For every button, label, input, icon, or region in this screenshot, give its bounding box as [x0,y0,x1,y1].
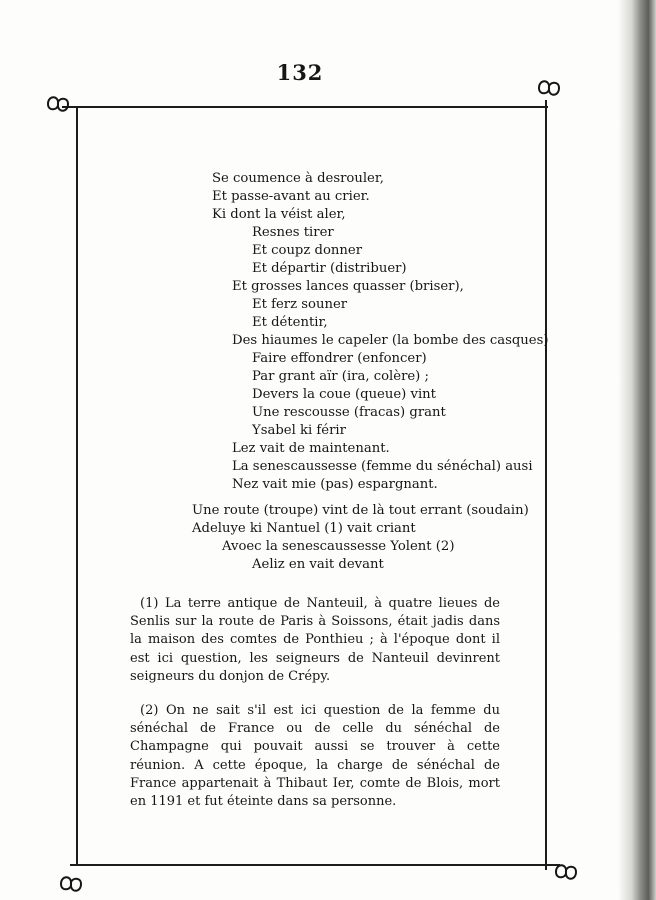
corner-ornament-bottom-left-icon [58,872,84,896]
stanza-gap [192,494,549,502]
poem-line: Et coupz donner [252,243,362,258]
poem-line: Devers la coue (queue) vint [252,387,436,402]
poem-line: Et détentir, [252,315,328,330]
footnote-2: (2) On ne sait s'il est ici question de la femme du sénéchal de France ou de celle du sénéchal de Champagne qui pouvait aussi se trouver à cette réunion. A cette époque, la charge de sénéchal de France appartenait à Thibaut Ier, comte de Blois, mort en 1191 et fut éteinte dans sa personne. [130,703,500,810]
poem-line: Ki dont la véist aler, [212,207,346,222]
corner-ornament-top-right-icon [536,76,562,100]
page-number: 132 [276,60,324,85]
poem-line: Se coumence à desrouler, [212,171,384,186]
poem-line: Une rescousse (fracas) grant [252,405,446,420]
corner-ornament-top-left-icon [45,92,71,116]
poem-line: Et passe-avant au crier. [212,189,370,204]
poem-line: Adeluye ki Nantuel (1) vait criant [192,521,416,536]
frame-bottom-line [70,864,560,866]
poem-line: Une route (troupe) vint de là tout errant (soudain) [192,503,529,518]
poem-line: Avoec la senescaussesse Yolent (2) [222,539,455,554]
poem-line: Et ferz souner [252,297,348,312]
frame-left-line [76,106,78,864]
poem-line: Ysabel ki férir [252,423,346,438]
poem-line: Faire effondrer (enfoncer) [252,351,427,366]
footnote-1: (1) La terre antique de Nanteuil, à quatre lieues de Senlis sur la route de Paris à Soissons, était jadis dans la maison des comtes de Ponthieu ; à l'époque dont il est ici question, les seigneurs de Nanteuil devinrent seigneurs du donjon de Crépy. [130,596,500,684]
poem-line: Lez vait de maintenant. [232,441,390,456]
poem-block [192,170,549,574]
footnotes-block [130,595,500,827]
page-edge-shadow [618,0,656,900]
poem-line: La senescaussesse (femme du sénéchal) ausi [232,459,533,474]
poem-line: Des hiaumes le capeler (la bombe des casques) [232,333,549,348]
poem-line: Par grant aïr (ira, colère) ; [252,369,429,384]
frame-top-line [62,106,548,108]
poem-line: Et grosses lances quasser (briser), [232,279,464,294]
poem-line: Et départir (distribuer) [252,261,407,276]
poem-line: Nez vait mie (pas) espargnant. [232,477,438,492]
corner-ornament-bottom-right-icon [553,860,579,884]
poem-line: Resnes tirer [252,225,334,240]
poem-line: Aeliz en vait devant [252,557,384,572]
